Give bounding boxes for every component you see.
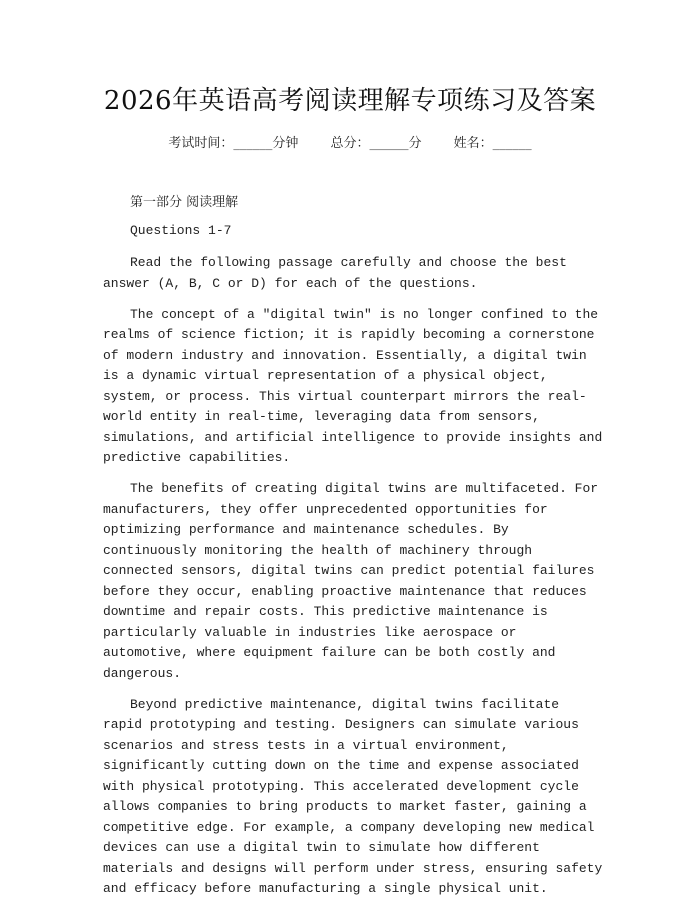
section-heading: 第一部分 阅读理解: [130, 195, 239, 210]
page-title: 2026年英语高考阅读理解专项练习及答案: [103, 86, 597, 116]
passage-paragraph-3: Beyond predictive maintenance, digital twins facilitate rapid prototyping and testing. Designers can simulate various scenarios and stress tests in a virtual environment, significantly cutting down on the time and expense associated with physical prototyping. This accelerated development cycle allows companies to bring products to market faster, gaining a competitive edge. For example, a company developing new medical devices can use a digital twin to simulate how different materials and designs will perform under stress, ensuring safety and efficacy before manufacturing a single physical unit.: [103, 696, 603, 896]
exam-time-field: 考试时间：______分钟: [168, 136, 299, 151]
passage-paragraph-2: The benefits of creating digital twins are multifaceted. For manufacturers, they offer unprecedented opportunities for optimizing performance and maintenance schedules. By continuously monitoring the health of machinery through connected sensors, digital twins can predict potential failures before they occur, enabling proactive maintenance that reduces downtime and repair costs. This predictive maintenance is particularly valuable in industries like aerospace or automotive, where equipment failure can be both costly and dangerous.: [103, 481, 599, 681]
exam-info-line: [0, 132, 700, 151]
passage-paragraph-1: The concept of a "digital twin" is no longer confined to the realms of science fiction; it is rapidly becoming a cornerstone of modern industry and innovation. Essentially, a digital twin is a dynamic virtual representation of a physical object, system, or process. This virtual counterpart mirrors the real-world entity in real-time, leveraging data from sensors, simulations, and artificial intelligence to provide insights and predictive capabilities.: [103, 306, 603, 465]
questions-label: Questions 1-7: [130, 223, 232, 238]
student-name-field: 姓名：______: [453, 136, 532, 151]
instruction-paragraph: Read the following passage carefully and choose the best answer (A, B, C or D) for each of the questions.: [103, 255, 567, 291]
passage-body: [103, 253, 603, 910]
total-score-field: 总分：______分: [330, 136, 422, 151]
